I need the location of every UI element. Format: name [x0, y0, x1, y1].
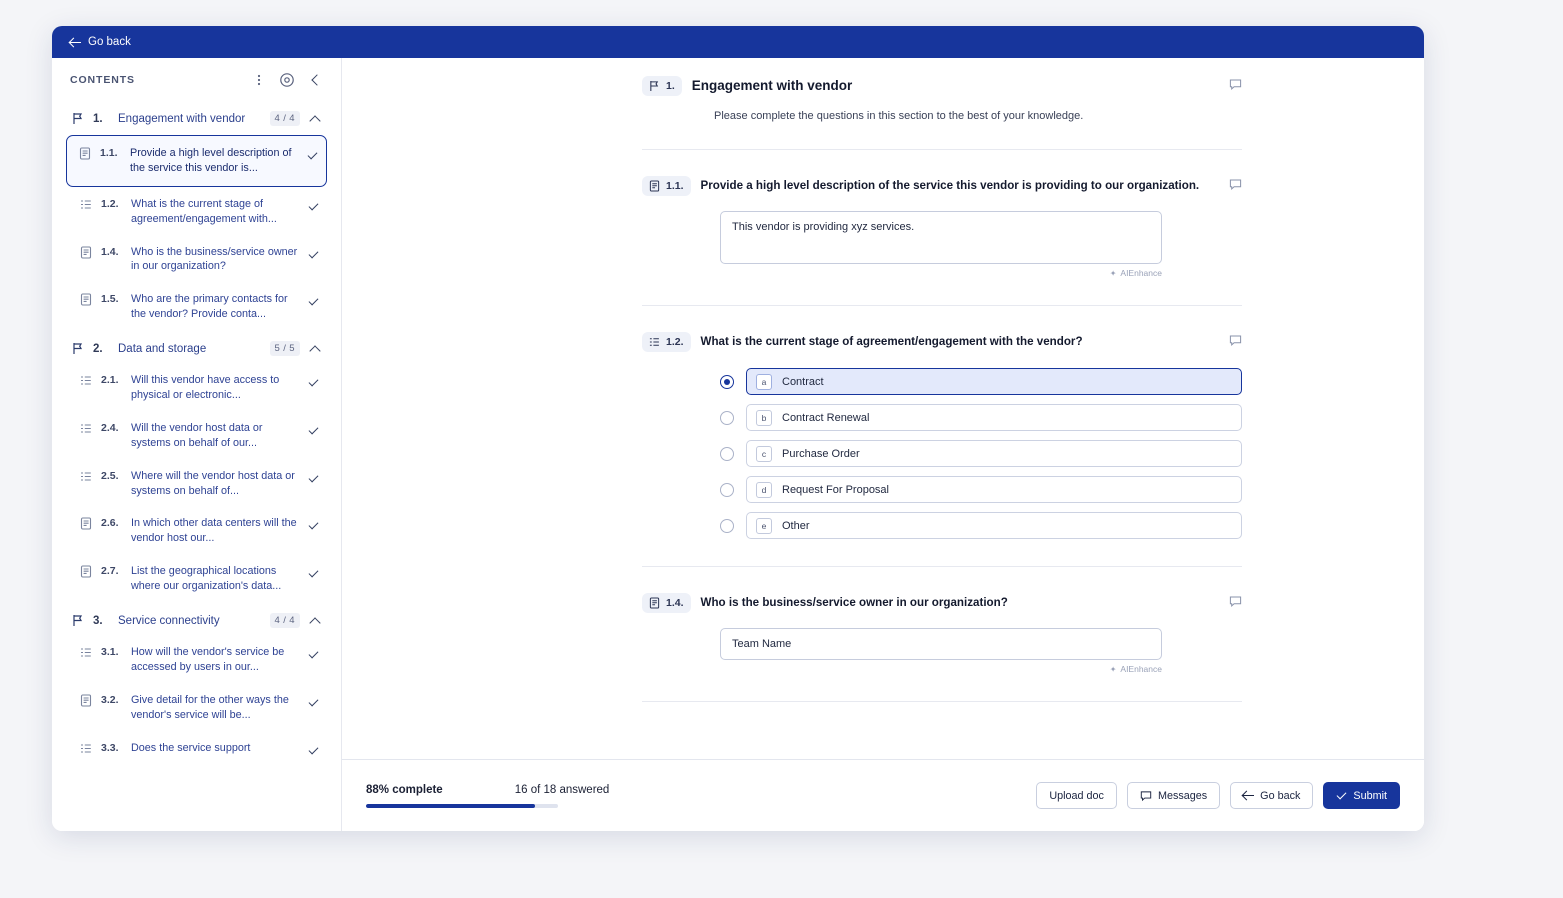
document-icon	[80, 293, 92, 311]
progress-area	[366, 784, 726, 808]
sidebar-item-3-3[interactable]	[66, 733, 327, 769]
sidebar-item-number: 3.3.	[101, 741, 119, 754]
sidebar-item-label: How will the vendor's service be accessed by users in our...	[131, 646, 285, 673]
option-a[interactable]	[746, 368, 1242, 395]
radio-a[interactable]	[720, 375, 734, 389]
sidebar-item-number: 2.4.	[101, 421, 119, 434]
sidebar-section-3[interactable]	[66, 604, 327, 637]
sidebar-item-1-5[interactable]	[66, 284, 327, 330]
question-header	[642, 332, 1242, 352]
option-key: e	[756, 518, 772, 534]
sidebar-section-2[interactable]	[66, 332, 327, 365]
more-vertical-icon[interactable]	[249, 70, 269, 90]
option-label: Contract	[782, 375, 824, 388]
flag-icon	[72, 112, 84, 125]
document-icon	[80, 246, 92, 264]
comment-icon[interactable]	[1229, 178, 1242, 196]
check-icon	[308, 566, 319, 584]
sidebar-item-number: 3.1.	[101, 646, 119, 659]
sidebar-section-count: 4 / 4	[270, 613, 301, 628]
option-e[interactable]	[746, 512, 1242, 539]
question-1-2	[642, 306, 1242, 539]
messages-label: Messages	[1157, 789, 1208, 802]
list-icon	[80, 646, 92, 664]
answer-value: This vendor is providing xyz services.	[732, 221, 915, 233]
section-badge	[642, 76, 682, 96]
check-icon	[308, 518, 319, 536]
check-icon	[308, 247, 319, 265]
question-title: Provide a high level description of the service this vendor is providing to our organization.	[700, 179, 1200, 192]
sidebar-section-number: 3.	[93, 614, 103, 627]
option-label: Contract Renewal	[782, 411, 870, 424]
sidebar-item-label: Who are the primary contacts for the vendor? Provide conta...	[131, 293, 288, 321]
sidebar-section-number: 2.	[93, 342, 103, 355]
collapse-sidebar-icon[interactable]	[305, 70, 325, 90]
question-badge	[642, 593, 691, 613]
check-icon	[308, 423, 319, 441]
comment-icon[interactable]	[1229, 334, 1242, 352]
radio-e[interactable]	[720, 519, 734, 533]
ai-enhance-label: AIEnhance	[1120, 664, 1162, 674]
option-row-c[interactable]	[720, 440, 1242, 467]
check-icon	[308, 375, 319, 393]
option-row-d[interactable]	[720, 476, 1242, 503]
target-icon[interactable]	[277, 70, 297, 90]
list-icon	[80, 422, 92, 440]
radio-d[interactable]	[720, 483, 734, 497]
sidebar-section-label: Engagement with vendor	[118, 112, 246, 125]
option-label: Purchase Order	[782, 447, 860, 460]
sparkle-icon: ✦	[1109, 664, 1117, 674]
option-row-b[interactable]	[720, 404, 1242, 431]
chevron-up-icon[interactable]	[309, 343, 321, 355]
option-row-a[interactable]	[720, 368, 1242, 395]
sidebar-item-3-1[interactable]	[66, 637, 327, 683]
section-description: Please complete the questions in this section to the best of your knowledge.	[714, 110, 1084, 122]
sidebar-item-label: Will the vendor host data or systems on behalf of our...	[131, 421, 263, 449]
sidebar-title: CONTENTS	[70, 74, 135, 86]
option-c[interactable]	[746, 440, 1242, 467]
questionnaire-content	[642, 58, 1242, 702]
option-key: c	[756, 446, 772, 462]
document-icon	[80, 565, 92, 583]
main-panel	[342, 58, 1424, 831]
sidebar-item-2-1[interactable]	[66, 365, 327, 411]
sidebar-item-label: In which other data centers will the vendor host our...	[131, 517, 297, 545]
message-icon	[1140, 790, 1152, 802]
application-window	[52, 26, 1424, 831]
check-icon	[307, 148, 318, 166]
answer-textarea-1-1[interactable]	[720, 211, 1162, 264]
answered-count-label: 16 of 18 answered	[514, 783, 610, 796]
option-d[interactable]	[746, 476, 1242, 503]
question-number: 1.1.	[666, 180, 684, 192]
option-row-e[interactable]	[720, 512, 1242, 539]
check-icon	[308, 647, 319, 665]
footer-go-back-label: Go back	[1260, 789, 1301, 802]
sidebar-item-label: Will this vendor have access to physical or electronic...	[131, 374, 280, 402]
question-title: Who is the business/service owner in our organization?	[700, 596, 1008, 609]
answer-value: Team Name	[732, 638, 792, 650]
option-key: b	[756, 410, 772, 426]
arrow-left-icon	[1243, 790, 1254, 801]
sidebar-section-label: Data and storage	[118, 342, 207, 355]
option-key: d	[756, 482, 772, 498]
question-header	[642, 176, 1242, 196]
ai-enhance-1-1[interactable]	[720, 268, 1162, 278]
upload-doc-button[interactable]	[1036, 782, 1117, 809]
list-icon	[80, 470, 92, 488]
flag-icon	[72, 342, 84, 355]
sidebar-item-2-7[interactable]	[66, 556, 327, 602]
submit-button[interactable]	[1323, 782, 1400, 809]
sidebar-item-1-1[interactable]	[66, 135, 327, 187]
top-go-back-label: Go back	[88, 36, 131, 48]
check-icon	[308, 294, 319, 312]
messages-button[interactable]	[1127, 782, 1220, 809]
top-go-back-button[interactable]	[70, 36, 131, 48]
sidebar-item-number: 1.1.	[100, 147, 118, 159]
option-b[interactable]	[746, 404, 1242, 431]
check-icon	[308, 743, 319, 761]
question-badge	[642, 332, 691, 352]
document-icon	[80, 694, 92, 712]
sidebar-section-count: 4 / 4	[270, 111, 301, 126]
question-1-1	[642, 150, 1242, 278]
section-title: Engagement with vendor	[691, 78, 853, 93]
option-label: Other	[782, 519, 810, 532]
ai-enhance-label: AIEnhance	[1120, 268, 1162, 278]
sidebar-header	[52, 58, 341, 102]
option-key: a	[756, 374, 772, 390]
sparkle-icon: ✦	[1109, 268, 1117, 278]
top-bar	[52, 26, 1424, 58]
radio-b[interactable]	[720, 411, 734, 425]
radio-c[interactable]	[720, 447, 734, 461]
window-body	[52, 58, 1424, 831]
comment-icon[interactable]	[1229, 595, 1242, 613]
sidebar-item-1-2[interactable]	[66, 189, 327, 235]
footer-bar	[342, 759, 1424, 831]
footer-buttons	[1036, 782, 1400, 809]
list-icon	[80, 374, 92, 392]
list-icon	[80, 742, 92, 760]
sidebar-section-1[interactable]	[66, 102, 327, 135]
questionnaire-scroll-area[interactable]	[342, 58, 1424, 759]
sidebar-item-label: Give detail for the other ways the vendor's service will be...	[131, 693, 289, 721]
arrow-left-icon	[70, 37, 81, 48]
sidebar-item-number: 2.1.	[101, 374, 119, 387]
options-group-1-2	[720, 368, 1242, 539]
progress-percent-label: 88% complete	[366, 783, 443, 796]
sidebar-item-2-6[interactable]	[66, 508, 327, 554]
document-icon	[80, 517, 92, 535]
option-label: Request For Proposal	[782, 483, 889, 496]
check-icon	[1336, 790, 1347, 801]
list-icon	[80, 198, 92, 216]
sidebar-section-count: 5 / 5	[270, 341, 301, 356]
sidebar-item-label: Provide a high level description of the service this vendor is...	[130, 147, 292, 174]
sidebar-item-label: Where will the vendor host data or systems on behalf of...	[131, 469, 295, 497]
document-icon	[79, 147, 91, 165]
sidebar-item-number: 1.2.	[101, 197, 119, 210]
sidebar	[52, 58, 342, 831]
sidebar-item-3-2[interactable]	[66, 685, 327, 731]
divider	[642, 701, 1242, 702]
sidebar-item-number: 2.6.	[101, 517, 119, 530]
sidebar-item-number: 1.4.	[101, 245, 119, 258]
sidebar-section-number: 1.	[93, 112, 103, 125]
check-icon	[308, 695, 319, 713]
question-badge	[642, 176, 691, 196]
sidebar-item-number: 2.7.	[101, 565, 119, 578]
sidebar-item-label: Does the service support	[131, 741, 251, 754]
answer-input-1-4[interactable]	[720, 628, 1162, 660]
sidebar-item-number: 3.2.	[101, 693, 119, 706]
question-title: What is the current stage of agreement/engagement with the vendor?	[700, 335, 1083, 348]
chevron-up-icon[interactable]	[309, 615, 321, 627]
comment-icon[interactable]	[1229, 78, 1242, 96]
sidebar-item-label: Who is the business/service owner in our organization?	[131, 245, 298, 273]
section-number: 1.	[666, 80, 675, 92]
ai-enhance-1-4[interactable]	[720, 664, 1162, 674]
sidebar-item-label: List the geographical locations where our organization's data...	[131, 565, 282, 593]
check-icon	[308, 471, 319, 489]
footer-go-back-button[interactable]	[1230, 782, 1313, 809]
sidebar-item-2-4[interactable]	[66, 413, 327, 459]
question-number: 1.2.	[666, 336, 684, 348]
check-icon	[308, 199, 319, 217]
upload-doc-label: Upload doc	[1049, 789, 1104, 802]
sidebar-item-number: 2.5.	[101, 469, 119, 482]
question-header	[642, 593, 1242, 613]
chevron-up-icon[interactable]	[309, 113, 321, 125]
sidebar-contents-list[interactable]	[52, 102, 341, 831]
submit-label: Submit	[1353, 789, 1387, 802]
question-number: 1.4.	[666, 597, 684, 609]
progress-bar	[366, 804, 558, 808]
sidebar-item-number: 1.5.	[101, 293, 119, 306]
sidebar-section-label: Service connectivity	[118, 614, 220, 627]
sidebar-item-2-5[interactable]	[66, 461, 327, 507]
sidebar-item-label: What is the current stage of agreement/engagement with...	[131, 197, 277, 225]
question-1-4	[642, 567, 1242, 674]
sidebar-item-1-4[interactable]	[66, 237, 327, 283]
section-header	[642, 76, 1242, 96]
flag-icon	[72, 614, 84, 627]
